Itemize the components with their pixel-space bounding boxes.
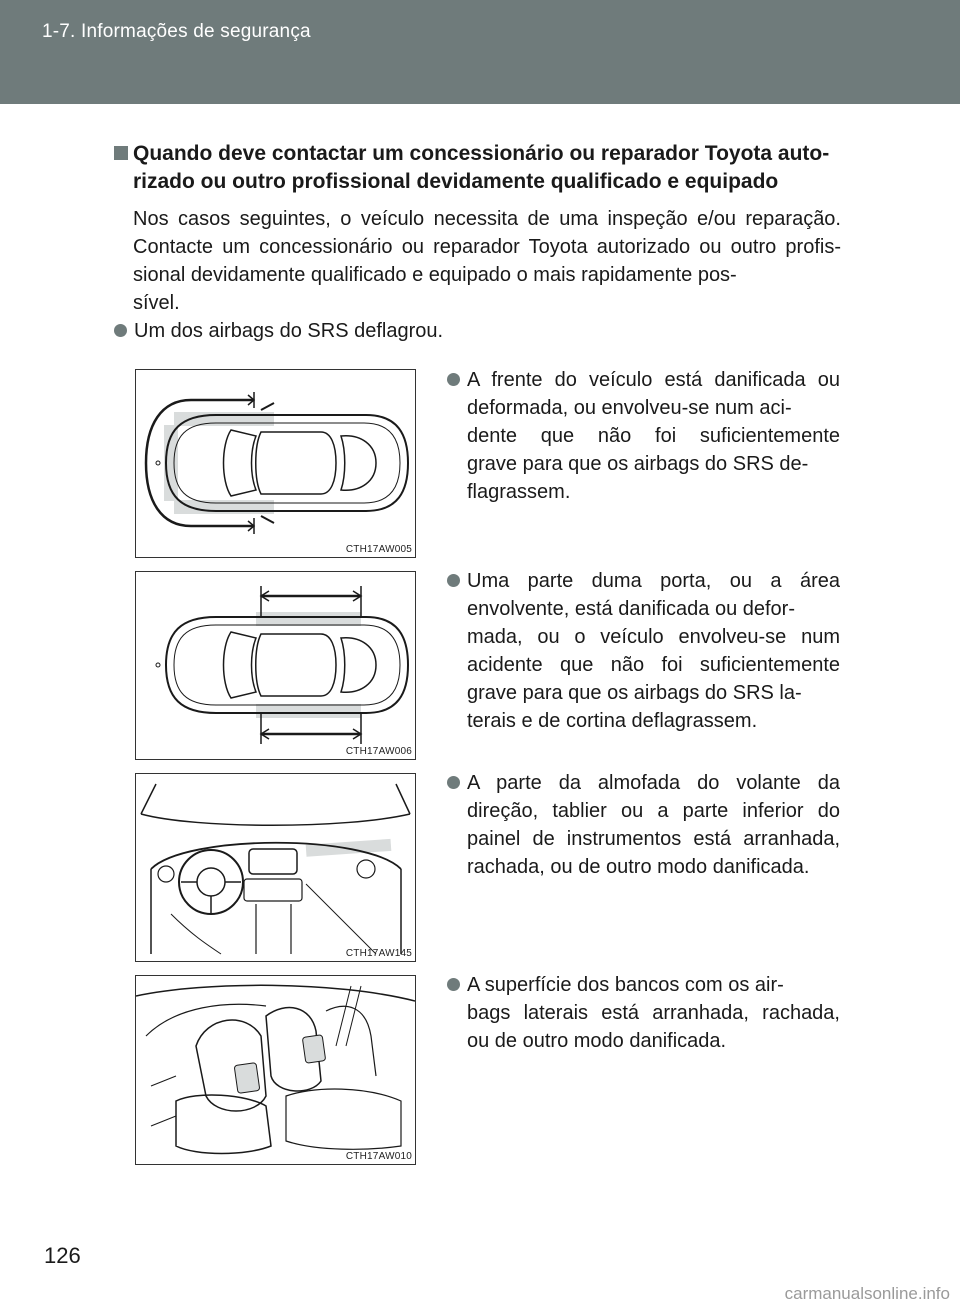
bullet-line: bags laterais está arranhada, rachada, bbox=[467, 1002, 840, 1024]
figure-code: CTH17AW005 bbox=[345, 544, 412, 555]
bullet-line: A superfície dos bancos com os air- bbox=[467, 974, 784, 996]
bullet-line: Uma parte duma porta, ou a área bbox=[467, 570, 840, 592]
round-bullet-icon bbox=[447, 776, 460, 789]
bullet-line: rachada, ou de outro modo danificada. bbox=[467, 856, 810, 878]
seats-interior-icon bbox=[136, 976, 415, 1164]
round-bullet-icon bbox=[447, 978, 460, 991]
bullet-seat-damage bbox=[447, 971, 840, 1055]
square-bullet-icon bbox=[114, 146, 128, 160]
bullet-line: grave para que os airbags do SRS de- bbox=[467, 453, 809, 475]
intro-line: Contacte um concessionário ou reparador Toyota autorizado ou outro profis- bbox=[133, 236, 841, 258]
figure-code: CTH17AW010 bbox=[345, 1151, 412, 1162]
figure-code: CTH17AW145 bbox=[345, 948, 412, 959]
bullet-line: A frente do veículo está danificada ou bbox=[467, 369, 840, 391]
dashboard-interior-icon bbox=[136, 774, 415, 961]
car-top-front-damage-icon bbox=[136, 370, 415, 557]
bullet-line: deformada, ou envolveu-se num aci- bbox=[467, 397, 792, 419]
chapter-title: 1-7. Informações de segurança bbox=[42, 21, 311, 42]
heading-line: Quando deve contactar um concessionário ou reparador Toyota auto- bbox=[133, 142, 830, 165]
page-header bbox=[0, 0, 960, 104]
intro-line: Nos casos seguintes, o veículo necessita de uma inspeção e/ou reparação. bbox=[133, 208, 841, 230]
intro-line: sível. bbox=[133, 292, 180, 314]
bullet-line: painel de instrumentos está arranhada, bbox=[467, 828, 840, 850]
car-top-side-damage-icon bbox=[136, 572, 415, 759]
bullet-line: Um dos airbags do SRS deflagrou. bbox=[134, 320, 444, 342]
intro-paragraph bbox=[133, 205, 841, 317]
figure-front-damage bbox=[135, 369, 416, 558]
round-bullet-icon bbox=[114, 324, 127, 337]
bullet-line: mada, ou o veículo envolveu-se num bbox=[467, 626, 840, 648]
watermark: carmanualsonline.info bbox=[784, 1284, 950, 1303]
bullet-line: direção, tablier ou a parte inferior do bbox=[467, 800, 840, 822]
round-bullet-icon bbox=[447, 373, 460, 386]
page-number: 126 bbox=[44, 1243, 81, 1268]
round-bullet-icon bbox=[447, 574, 460, 587]
bullet-line: ou de outro modo danificada. bbox=[467, 1030, 727, 1052]
intro-line: sional devidamente qualificado e equipado o mais rapidamente pos- bbox=[133, 264, 737, 286]
bullet-front-damage bbox=[447, 366, 840, 506]
bullet-line: terais e de cortina deflagrassem. bbox=[467, 710, 758, 732]
figure-code: CTH17AW006 bbox=[345, 746, 412, 757]
bullet-line: A parte da almofada do volante da bbox=[467, 772, 840, 794]
figure-dashboard bbox=[135, 773, 416, 962]
bullet-line: grave para que os airbags do SRS la- bbox=[467, 682, 802, 704]
bullet-airbag-deployed bbox=[114, 317, 834, 345]
bullet-line: envolvente, está danificada ou defor- bbox=[467, 598, 795, 620]
bullet-door-damage bbox=[447, 567, 840, 735]
figure-side-damage bbox=[135, 571, 416, 760]
bullet-line: dente que não foi suficientemente bbox=[467, 425, 840, 447]
bullet-line: acidente que não foi suficientemente bbox=[467, 654, 840, 676]
heading-line: rizado ou outro profissional devidamente qualificado e equipado bbox=[133, 170, 779, 193]
heading-text bbox=[114, 140, 844, 196]
bullet-steering-dash-damage bbox=[447, 769, 840, 881]
figure-seats bbox=[135, 975, 416, 1165]
bullet-line: flagrassem. bbox=[467, 481, 571, 503]
section-heading bbox=[114, 140, 844, 196]
